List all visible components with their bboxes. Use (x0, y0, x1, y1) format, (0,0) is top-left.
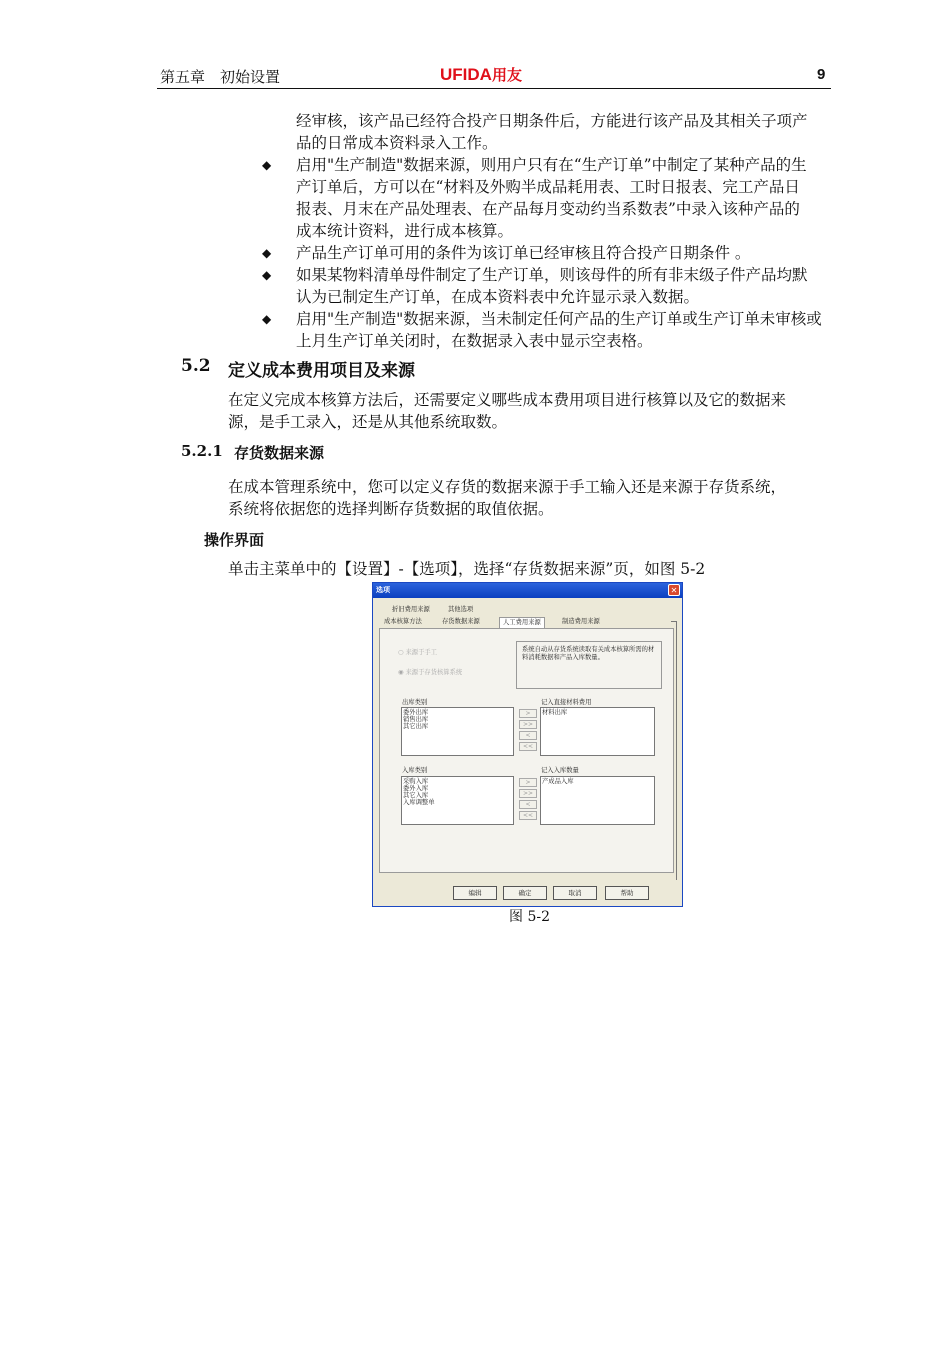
ops-heading: 操作界面 (204, 531, 265, 549)
diamond-bullet-icon: ◆ (262, 268, 272, 282)
options-dialog (372, 582, 683, 907)
list-item[interactable]: 委外出库 (403, 709, 429, 716)
body-line: 在成本管理系统中，您可以定义存货的数据来源于手工输入还是来源于存货系统， (228, 478, 787, 496)
section-number: 5.2 (181, 356, 211, 376)
list-item[interactable]: 采购入库 (403, 778, 429, 785)
body-line: 在定义完成本核算方法后，还需要定义哪些成本费用项目进行核算以及它的数据来 (228, 391, 787, 409)
tab-costing-method[interactable]: 成本核算方法 (384, 618, 422, 625)
section-body (228, 389, 838, 433)
ok-button[interactable]: 确定 (503, 886, 547, 900)
header-rule (157, 88, 831, 89)
bullet-item (262, 308, 834, 352)
bullet-line: 如果某物料清单母件制定了生产订单，则该母件的所有非末级子件产品均默 (296, 266, 808, 284)
move-all-left-button[interactable]: << (519, 811, 537, 820)
section-title: 定义成本费用项目及来源 (228, 361, 415, 381)
logo-cn: 用友 (491, 67, 522, 84)
radio-manual-label: 来源于手工 (405, 649, 437, 656)
dialog-title: 选项 (376, 586, 390, 594)
tab-overhead-source[interactable]: 制造费用来源 (562, 618, 600, 625)
in-category-list[interactable] (401, 776, 514, 825)
bullet-line: 认为已制定生产订单，在成本资料表中允许显示录入数据。 (296, 288, 700, 306)
ops-text: 单击主菜单中的【设置】-【选项】，选择“存货数据来源”页，如图 5-2 (228, 560, 706, 578)
in-quantity-label: 记入入库数量 (541, 767, 579, 774)
diamond-bullet-icon: ◆ (262, 158, 272, 172)
intro-line: 经审核，该产品已经符合投产日期条件后，方能进行该产品及其相关子项产 (296, 112, 808, 130)
tab-other-options[interactable]: 其他选项 (448, 606, 474, 613)
bullet-line: 产订单后，方可以在“材料及外购半成品耗用表、工时日报表、完工产品日 (296, 178, 800, 196)
bullet-line: 产品生产订单可用的条件为该订单已经审核且符合投产日期条件 。 (296, 244, 751, 262)
bullet-item (262, 154, 834, 242)
move-left-button[interactable]: < (519, 800, 537, 809)
move-left-button[interactable]: < (519, 731, 537, 740)
body-line: 源，是手工录入，还是从其他系统取数。 (228, 413, 508, 431)
move-all-right-button[interactable]: >> (519, 720, 537, 729)
list-item[interactable]: 入库调整单 (403, 799, 435, 806)
list-item[interactable]: 其它入库 (403, 792, 429, 799)
bullet-line: 启用"生产制造"数据来源，当未制定任何产品的生产订单或生产订单未审核或 (296, 310, 822, 328)
subsection-body (228, 476, 838, 520)
subsection-title: 存货数据来源 (234, 444, 325, 462)
bullet-item (262, 264, 834, 308)
move-all-right-button[interactable]: >> (519, 789, 537, 798)
bullet-item (262, 242, 834, 264)
subsection-number: 5.2.1 (181, 442, 223, 460)
list-item[interactable]: 委外入库 (403, 785, 429, 792)
info-text: 系统自动从存货系统读取有关成本核算所需的材料消耗数据和产品入库数量。 (516, 641, 662, 689)
bullet-list (262, 154, 834, 352)
figure-caption: 图 5-2 (509, 909, 550, 925)
move-all-left-button[interactable]: << (519, 742, 537, 751)
intro-line: 品的日常成本资料录入工作。 (296, 134, 498, 152)
tab-labor-source[interactable]: 人工费用来源 (499, 617, 545, 628)
out-category-label: 出库类别 (402, 699, 428, 706)
page-number: 9 (817, 66, 826, 83)
radio-system-label: 来源于存货核算系统 (405, 669, 463, 676)
radio-system[interactable]: ◉ 来源于存货核算系统 (398, 669, 463, 676)
move-right-button[interactable]: > (519, 709, 537, 718)
help-button[interactable]: 帮助 (605, 886, 649, 900)
list-item[interactable]: 其它出库 (403, 723, 429, 730)
intro-paragraph (296, 110, 836, 154)
out-category-list[interactable] (401, 707, 514, 756)
in-quantity-list[interactable] (540, 776, 655, 825)
in-category-label: 入库类别 (402, 767, 428, 774)
body-line: 系统将依据您的选择判断存货数据的取值依据。 (228, 500, 554, 518)
edit-button[interactable]: 编辑 (453, 886, 497, 900)
list-item[interactable]: 销售出库 (403, 716, 429, 723)
diamond-bullet-icon: ◆ (262, 312, 272, 326)
close-icon[interactable]: ✕ (668, 584, 680, 596)
tab-inventory-source[interactable]: 存货数据来源 (442, 618, 480, 625)
bullet-line: 启用"生产制造"数据来源，则用户只有在“生产订单”中制定了某种产品的生 (296, 156, 807, 174)
move-right-button[interactable]: > (519, 778, 537, 787)
header-chapter: 第五章 初始设置 (160, 68, 281, 86)
dialog-titlebar (373, 583, 682, 598)
tab-depreciation-source[interactable]: 折旧费用来源 (392, 606, 430, 613)
radio-manual[interactable]: ○ 来源于手工 (398, 649, 437, 656)
direct-material-list[interactable] (540, 707, 655, 756)
brand-logo (440, 64, 522, 85)
tab-panel (379, 628, 674, 873)
cancel-button[interactable]: 取消 (553, 886, 597, 900)
logo-brand: UFIDA (440, 65, 492, 84)
bullet-line: 报表、月末在产品处理表、在产品每月变动约当系数表”中录入该种产品的 (296, 200, 800, 218)
bullet-line: 上月生产订单关闭时，在数据录入表中显示空表格。 (296, 332, 653, 350)
bullet-line: 成本统计资料，进行成本核算。 (296, 222, 514, 240)
list-item[interactable]: 产成品入库 (542, 778, 574, 785)
list-item[interactable]: 材料出库 (542, 709, 568, 716)
diamond-bullet-icon: ◆ (262, 246, 272, 260)
direct-material-label: 记入直接材料费用 (541, 699, 592, 706)
